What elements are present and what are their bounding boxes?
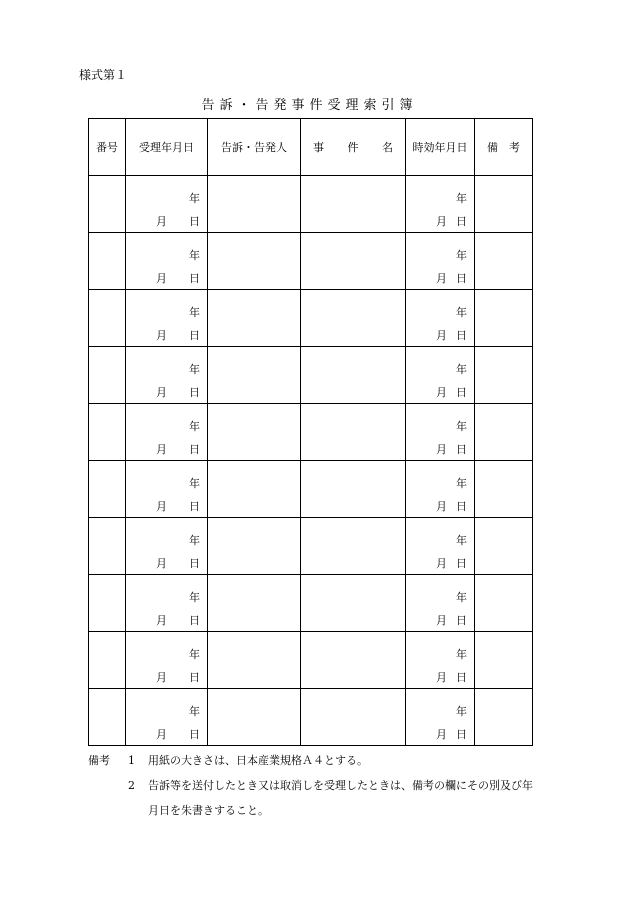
remarks-cell[interactable] [475,404,533,461]
remarks-cell[interactable] [475,233,533,290]
limitation-date-month-label: 月 [436,215,447,228]
limitation-date-year-label: 年 [456,306,467,319]
table-row [89,575,533,632]
form-number: 様式第１ [79,68,128,82]
receipt-date-day-label: 日 [189,671,200,684]
receipt-date-day-label: 日 [189,329,200,342]
limitation-date-day-label: 日 [456,443,467,456]
table-row [89,176,533,233]
number-cell[interactable] [89,233,126,290]
remarks-cell[interactable] [475,290,533,347]
number-cell[interactable] [89,689,126,746]
case-name-cell[interactable] [301,461,406,518]
receipt-date-month-label: 月 [156,614,167,627]
limitation-date-month-label: 月 [436,386,447,399]
case-name-cell[interactable] [301,176,406,233]
limitation-date-day-label: 日 [456,557,467,570]
remarks-cell[interactable] [475,689,533,746]
limitation-date-month-label: 月 [436,272,447,285]
case-name-cell[interactable] [301,632,406,689]
number-cell[interactable] [89,176,126,233]
notes-label: 備考 [88,754,110,767]
limitation-date-month-label: 月 [436,443,447,456]
case-name-cell[interactable] [301,404,406,461]
complainant-cell[interactable] [208,518,301,575]
remarks-cell[interactable] [475,461,533,518]
notes [88,748,558,823]
number-cell[interactable] [89,347,126,404]
receipt-date-year-label: 年 [189,477,200,490]
header-row [89,119,533,176]
case-name-cell[interactable] [301,575,406,632]
header-complainant: 告訴・告発人 [208,119,301,176]
register-body [89,176,533,746]
limitation-date-cell[interactable] [406,575,475,632]
receipt-date-cell[interactable] [126,461,208,518]
table-row [89,632,533,689]
note-line [88,773,558,798]
note-text: 告訴等を送付したとき又は取消しを受理したときは、備考の欄にその別及び年 [148,779,533,792]
receipt-date-year-label: 年 [189,420,200,433]
limitation-date-year-label: 年 [456,192,467,205]
note-line [88,748,558,773]
complainant-cell[interactable] [208,632,301,689]
limitation-date-year-label: 年 [456,249,467,262]
limitation-date-year-label: 年 [456,648,467,661]
remarks-cell[interactable] [475,518,533,575]
note-line [88,798,558,823]
header-limitation-date: 時効年月日 [406,119,475,176]
limitation-date-cell[interactable] [406,689,475,746]
limitation-date-cell[interactable] [406,176,475,233]
limitation-date-month-label: 月 [436,671,447,684]
number-cell[interactable] [89,290,126,347]
receipt-date-day-label: 日 [189,215,200,228]
receipt-date-day-label: 日 [189,443,200,456]
receipt-date-day-label: 日 [189,500,200,513]
note-number: 1 [128,754,135,767]
receipt-date-year-label: 年 [189,648,200,661]
receipt-date-cell[interactable] [126,518,208,575]
remarks-cell[interactable] [475,347,533,404]
remarks-cell[interactable] [475,632,533,689]
receipt-date-month-label: 月 [156,329,167,342]
receipt-date-cell[interactable] [126,233,208,290]
number-cell[interactable] [89,461,126,518]
limitation-date-day-label: 日 [456,614,467,627]
complainant-cell[interactable] [208,176,301,233]
note-text: 用紙の大きさは、日本産業規格Ａ４とする。 [148,754,368,767]
table-row [89,404,533,461]
table-row [89,689,533,746]
case-name-cell[interactable] [301,518,406,575]
receipt-date-year-label: 年 [189,306,200,319]
complainant-cell[interactable] [208,233,301,290]
receipt-date-year-label: 年 [189,192,200,205]
complainant-cell[interactable] [208,347,301,404]
receipt-date-month-label: 月 [156,728,167,741]
limitation-date-cell[interactable] [406,347,475,404]
receipt-date-day-label: 日 [189,272,200,285]
receipt-date-cell[interactable] [126,689,208,746]
receipt-date-cell[interactable] [126,404,208,461]
receipt-date-day-label: 日 [189,557,200,570]
remarks-cell[interactable] [475,575,533,632]
limitation-date-month-label: 月 [436,614,447,627]
receipt-date-month-label: 月 [156,671,167,684]
limitation-date-month-label: 月 [436,500,447,513]
header-case-name: 事 件 名 [301,119,406,176]
number-cell[interactable] [89,632,126,689]
limitation-date-cell[interactable] [406,290,475,347]
table-row [89,290,533,347]
receipt-date-month-label: 月 [156,557,167,570]
register-table [88,118,533,746]
receipt-date-year-label: 年 [189,591,200,604]
header-remarks: 備 考 [475,119,533,176]
limitation-date-day-label: 日 [456,215,467,228]
receipt-date-cell[interactable] [126,176,208,233]
receipt-date-day-label: 日 [189,614,200,627]
limitation-date-cell[interactable] [406,518,475,575]
complainant-cell[interactable] [208,290,301,347]
table-row [89,233,533,290]
header-number: 番号 [89,119,126,176]
receipt-date-day-label: 日 [189,386,200,399]
limitation-date-cell[interactable] [406,461,475,518]
limitation-date-cell[interactable] [406,404,475,461]
receipt-date-cell[interactable] [126,575,208,632]
receipt-date-day-label: 日 [189,728,200,741]
limitation-date-day-label: 日 [456,728,467,741]
case-name-cell[interactable] [301,347,406,404]
limitation-date-month-label: 月 [436,728,447,741]
complainant-cell[interactable] [208,404,301,461]
number-cell[interactable] [89,518,126,575]
limitation-date-day-label: 日 [456,500,467,513]
limitation-date-day-label: 日 [456,386,467,399]
limitation-date-year-label: 年 [456,705,467,718]
limitation-date-year-label: 年 [456,363,467,376]
case-name-cell[interactable] [301,233,406,290]
complainant-cell[interactable] [208,575,301,632]
limitation-date-month-label: 月 [436,557,447,570]
case-name-cell[interactable] [301,290,406,347]
limitation-date-cell[interactable] [406,233,475,290]
receipt-date-month-label: 月 [156,272,167,285]
limitation-date-cell[interactable] [406,632,475,689]
receipt-date-cell[interactable] [126,632,208,689]
receipt-date-cell[interactable] [126,347,208,404]
complainant-cell[interactable] [208,461,301,518]
limitation-date-month-label: 月 [436,329,447,342]
table-row [89,518,533,575]
limitation-date-year-label: 年 [456,477,467,490]
limitation-date-year-label: 年 [456,591,467,604]
receipt-date-cell[interactable] [126,290,208,347]
page-title: 告訴・告発事件受理索引簿 [201,98,418,113]
receipt-date-month-label: 月 [156,443,167,456]
receipt-date-month-label: 月 [156,215,167,228]
table-row [89,461,533,518]
header-receipt-date: 受理年月日 [126,119,208,176]
table-row [89,347,533,404]
limitation-date-day-label: 日 [456,329,467,342]
receipt-date-year-label: 年 [189,363,200,376]
receipt-date-year-label: 年 [189,705,200,718]
case-name-cell[interactable] [301,689,406,746]
note-number: 2 [128,779,135,792]
receipt-date-year-label: 年 [189,249,200,262]
complainant-cell[interactable] [208,689,301,746]
remarks-cell[interactable] [475,176,533,233]
number-cell[interactable] [89,404,126,461]
limitation-date-day-label: 日 [456,671,467,684]
receipt-date-month-label: 月 [156,500,167,513]
limitation-date-year-label: 年 [456,534,467,547]
limitation-date-year-label: 年 [456,420,467,433]
number-cell[interactable] [89,575,126,632]
receipt-date-year-label: 年 [189,534,200,547]
limitation-date-day-label: 日 [456,272,467,285]
note-text: 月日を朱書きすること。 [148,804,269,817]
receipt-date-month-label: 月 [156,386,167,399]
